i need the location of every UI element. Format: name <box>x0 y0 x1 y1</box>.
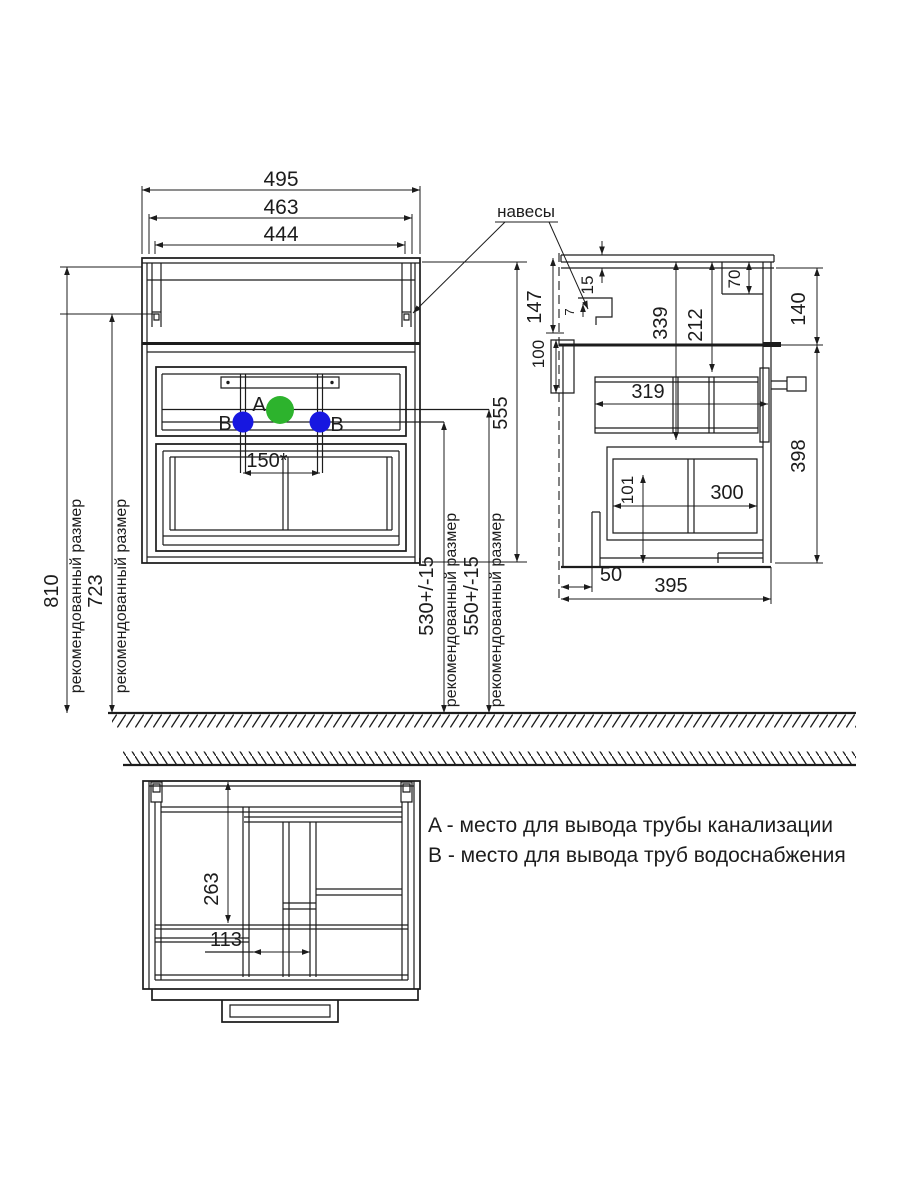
outlet-b-right-label: B <box>330 414 344 436</box>
dim-upper-drawer-depth: 319 <box>631 381 665 403</box>
floor-hatching <box>112 715 856 728</box>
dim-front-width-hanger-outer: 463 <box>263 196 299 219</box>
outlet-a-marker <box>266 396 294 424</box>
recommended-label-2: рекомендованный размер <box>113 498 130 694</box>
recommended-label-1: рекомендованный размер <box>68 498 85 694</box>
outlet-b-left-label: B <box>218 413 232 435</box>
dim-top-thickness: 15 <box>578 275 597 295</box>
outlet-a-label: A <box>252 394 266 416</box>
handle-screw-left <box>226 381 229 384</box>
recommended-label-4: рекомендованный размер <box>488 512 505 708</box>
dim-divider-depth: 263 <box>201 872 223 906</box>
recommended-label-3: рекомендованный размер <box>443 512 460 708</box>
outlet-b-right-marker <box>310 412 331 433</box>
plan-view <box>143 781 420 1022</box>
dim-box-height: 398 <box>788 439 810 473</box>
drawer-handle <box>221 377 339 388</box>
dim-outlet-b-height: 530+/-15 <box>416 556 438 636</box>
plan-structure-lines <box>149 781 414 1017</box>
hangers-leader-right <box>549 222 588 309</box>
dim-hanger-step: 7 <box>562 308 577 316</box>
hangers-label: навесы <box>497 202 555 221</box>
dim-bottom-step: 101 <box>618 475 637 505</box>
dim-wall-offset: 50 <box>599 564 623 586</box>
floor-line <box>108 713 856 728</box>
dim-recommended-723: 723 <box>85 574 107 608</box>
legend-outlet-b: B - место для вывода труб водоснабжения <box>428 844 846 867</box>
side-view <box>524 241 823 604</box>
dim-top-to-hanger: 147 <box>524 290 546 324</box>
dim-mount-rail: 100 <box>529 339 548 369</box>
dim-top-to-drawer-front: 212 <box>685 308 707 342</box>
dim-front-height-total: 555 <box>490 396 512 430</box>
dim-divider-spacing: 113 <box>210 929 242 951</box>
dim-outlet-spacing: 150* <box>246 450 288 472</box>
dim-recommended-810: 810 <box>41 574 63 608</box>
dim-front-width-outer: 495 <box>263 168 299 191</box>
wall-hatching <box>123 752 856 765</box>
outlet-b-left-marker <box>233 412 254 433</box>
hangers-leader-left <box>413 222 505 313</box>
dim-lower-drawer-depth: 300 <box>710 482 744 504</box>
dim-top-to-drawer-bottom: 339 <box>650 306 672 340</box>
legend <box>428 814 846 867</box>
side-structure-lines <box>551 255 806 567</box>
dim-depth-total: 395 <box>654 575 688 597</box>
dim-top-to-box: 140 <box>788 292 810 326</box>
wall-line-plan <box>123 752 856 766</box>
dim-front-width-hanger-inner: 444 <box>263 223 299 246</box>
legend-outlet-a: A - место для вывода трубы канализации <box>428 814 834 837</box>
dim-outlet-a-height: 550+/-15 <box>461 556 483 636</box>
dim-top-niche: 70 <box>725 269 744 289</box>
handle-screw-right <box>330 381 333 384</box>
front-view <box>41 168 588 713</box>
